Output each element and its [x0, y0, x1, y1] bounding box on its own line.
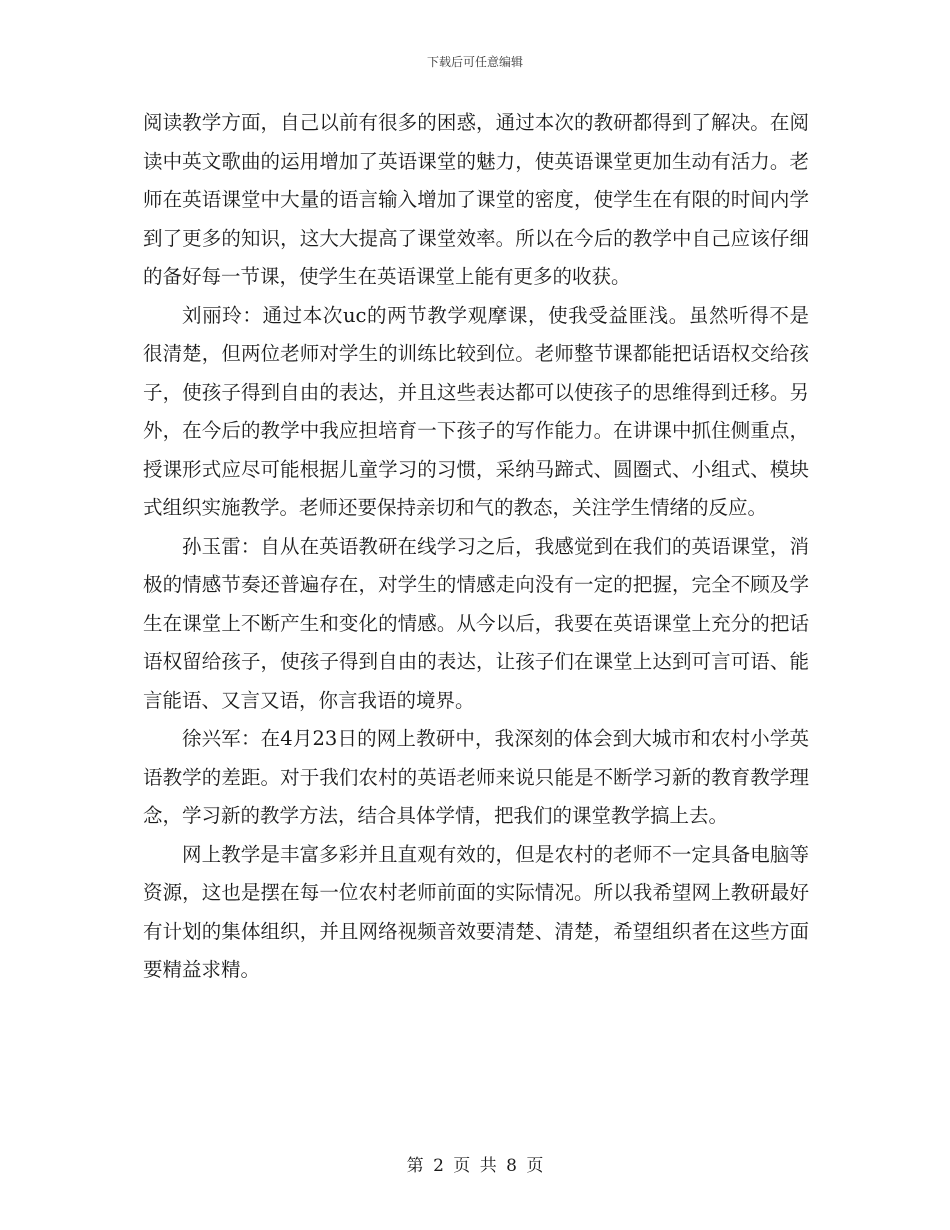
page-header: 下载后可任意编辑 [426, 55, 523, 69]
document-body [143, 104, 809, 990]
paragraph-sun-yulei: 孙玉雷：自从在英语教研在线学习之后，我感觉到在我们的英语课堂，消极的情感节奏还普遍存在，对学生的情感走向没有一定的把握，完全不顾及学生在课堂上不断产生和变化的情感。从今以后，我要在英语课堂上充分的把话语权留给孩子，使孩子得到自由的表达，让孩子们在课堂上达到可言可语、能言能语、又言又语，你言我语的境界。 [143, 534, 809, 712]
paragraph-xu-xingjun: 徐兴军：在4月23日的网上教研中，我深刻的体会到大城市和农村小学英语教学的差距。对于我们农村的英语老师来说只能是不断学习新的教育教学理念，学习新的教学方法，结合具体学情，把我们的课堂教学搞上去。 [143, 727, 809, 827]
paragraph-liu-liling: 刘丽玲：通过本次uc的两节教学观摩课，使我受益匪浅。虽然听得不是很清楚，但两位老师对学生的训练比较到位。老师整节课都能把话语权交给孩子，使孩子得到自由的表达，并且这些表达都可以使孩子的思维得到迁移。另外，在今后的教学中我应担培育一下孩子的写作能力。在讲课中抓住侧重点，授课形式应尽可能根据儿童学习的习惯，采纳马蹄式、圆圈式、小组式、模块式组织实施教学。老师还要保持亲切和气的教态，关注学生情绪的反应。 [143, 303, 809, 519]
page-number: 第 2 页 共 8 页 [406, 1156, 544, 1176]
paragraph-online-teaching: 网上教学是丰富多彩并且直观有效的，但是农村的老师不一定具备电脑等资源，这也是摆在每一位农村老师前面的实际情况。所以我希望网上教研最好有计划的集体组织，并且网络视频音效要清楚、清楚，希望组织者在这些方面要精益求精。 [143, 842, 809, 981]
paragraph-reading-teaching: 阅读教学方面，自己以前有很多的困惑，通过本次的教研都得到了解决。在阅读中英文歌曲的运用增加了英语课堂的魅力，使英语课堂更加生动有活力。老师在英语课堂中大量的语言输入增加了课堂的密度，使学生在有限的时间内学到了更多的知识，这大大提高了课堂效率。所以在今后的教学中自己应该仔细的备好每一节课，使学生在英语课堂上能有更多的收获。 [143, 111, 809, 288]
